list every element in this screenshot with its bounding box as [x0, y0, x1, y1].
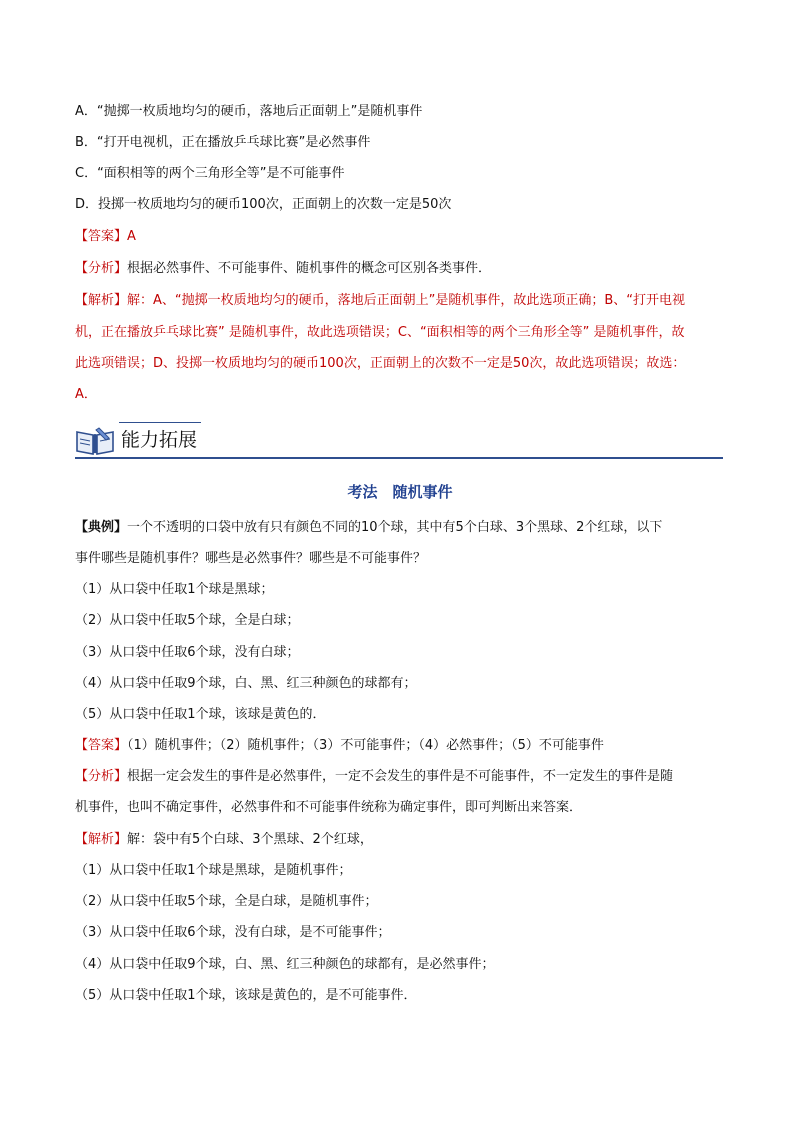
section-title: 能力拓展 — [121, 429, 198, 451]
example-item-3: （3）从口袋中任取6个球，没有白球； — [75, 645, 300, 660]
header-top-line — [119, 422, 201, 423]
q1-answer — [75, 226, 725, 248]
q2-solution-item-1: （1）从口袋中任取1个球是黑球，是随机事件； — [75, 863, 352, 878]
example-text: 一个不透明的口袋中放有只有颜色不同的10个球，其中有5个白球、3个黑球、2个红球，以下 — [127, 520, 663, 535]
solution-tag: 【解析】 — [75, 293, 128, 308]
option-d: D．投掷一枚质地均匀的硬币100次，正面朝上的次数一定是50次 — [75, 197, 452, 212]
analysis-text: 根据一定会发生的事件是必然事件，一定不会发生的事件是不可能事件，不一定发生的事件是随 — [127, 769, 674, 784]
header-rule — [75, 457, 723, 459]
solution-tag: 【解析】 — [75, 832, 128, 847]
book-icon — [75, 426, 115, 456]
q2-solution-item-3: （3）从口袋中任取6个球，没有白球，是不可能事件； — [75, 925, 391, 940]
example-line-2: 事件哪些是随机事件？哪些是必然事件？哪些是不可能事件？ — [75, 551, 427, 566]
option-a: A．“抛掷一枚质地均匀的硬币，落地后正面朝上”是随机事件 — [75, 104, 423, 119]
answer-tag: 【答案】 — [75, 229, 128, 244]
q2-solution-item-2: （2）从口袋中任取5个球，全是白球，是随机事件； — [75, 894, 378, 909]
analysis-tag: 【分析】 — [75, 769, 128, 784]
q2-analysis-line-1 — [75, 766, 725, 788]
analysis-text: 根据必然事件、不可能事件、随机事件的概念可区别各类事件． — [127, 261, 492, 276]
q2-answer — [75, 735, 725, 757]
q2-solution-item-5: （5）从口袋中任取1个球，该球是黄色的，是不可能事件． — [75, 988, 417, 1003]
q1-analysis — [75, 258, 725, 280]
method-heading: 考法 随机事件 — [347, 483, 453, 501]
example-item-2: （2）从口袋中任取5个球，全是白球； — [75, 613, 300, 628]
answer-tag: 【答案】 — [75, 738, 128, 753]
q1-solution-line-4: A． — [75, 387, 97, 402]
answer-text: （1）随机事件；（2）随机事件；（3）不可能事件；（4）必然事件；（5）不可能事件 — [127, 738, 604, 753]
example-item-5: （5）从口袋中任取1个球，该球是黄色的． — [75, 707, 326, 722]
example-item-1: （1）从口袋中任取1个球是黑球； — [75, 582, 274, 597]
q1-solution-line-1 — [75, 290, 725, 312]
q1-solution-line-3: 此选项错误；D、投掷一枚质地均匀的硬币100次，正面朝上的次数不一定是50次，故此选项错误；故选： — [75, 356, 686, 371]
option-c: C．“面积相等的两个三角形全等”是不可能事件 — [75, 166, 345, 181]
example-line-1 — [75, 517, 725, 539]
q2-analysis-line-2: 机事件，也叫不确定事件，必然事件和不可能事件统称为确定事件，即可判断出来答案． — [75, 800, 583, 815]
solution-intro-text: 解：袋中有5个白球、3个黑球、2个红球， — [127, 832, 373, 847]
q2-solution-intro — [75, 829, 725, 851]
q2-solution-item-4: （4）从口袋中任取9个球，白、黑、红三种颜色的球都有，是必然事件； — [75, 957, 495, 972]
example-item-4: （4）从口袋中任取9个球，白、黑、红三种颜色的球都有； — [75, 676, 417, 691]
analysis-tag: 【分析】 — [75, 261, 128, 276]
solution-text: 解：A、“抛掷一枚质地均匀的硬币，落地后正面朝上”是随机事件，故此选项正确；B、“打开电视 — [127, 293, 686, 308]
q1-solution-line-2: 机，正在播放乒乓球比赛” 是随机事件，故此选项错误；C、“面积相等的两个三角形全等” 是随机事件，故 — [75, 325, 685, 340]
example-tag: 【典例】 — [75, 520, 128, 535]
answer-text: A — [127, 229, 136, 244]
option-b: B．“打开电视机，正在播放乒乓球比赛”是必然事件 — [75, 135, 371, 150]
section-header — [75, 420, 725, 460]
